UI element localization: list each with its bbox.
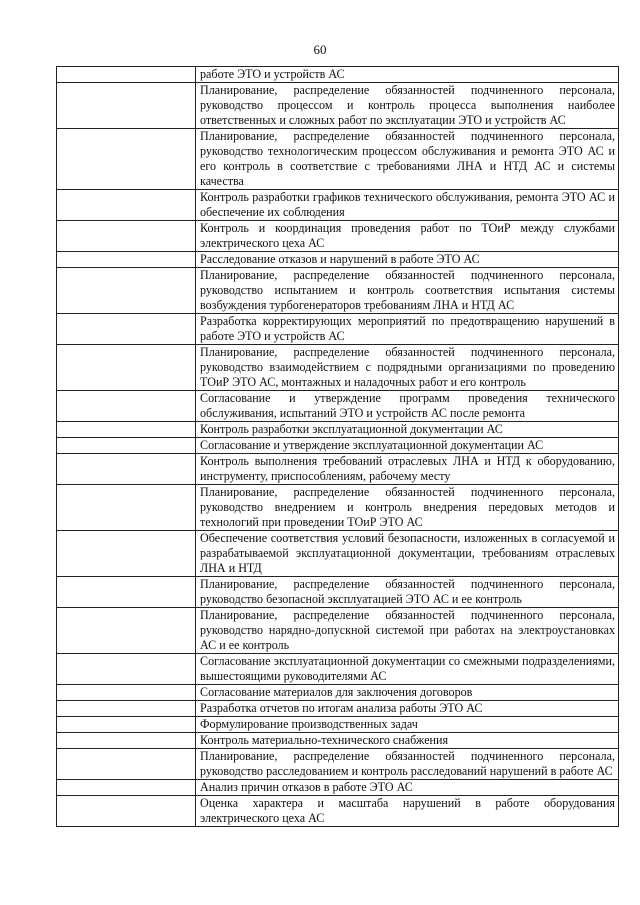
labor-action-cell: Расследование отказов и нарушений в работе ЭТО АС [196,252,619,268]
row-label-cell [57,608,196,654]
table-row [57,190,619,221]
table-row [57,454,619,485]
row-label-cell [57,485,196,531]
row-label-cell [57,796,196,827]
table-row [57,717,619,733]
labor-functions-table [56,66,619,827]
table-row [57,345,619,391]
labor-action-cell: Согласование и утверждение программ проведения технического обслуживания, испытаний ЭТО и устройств АС после ремонта [196,391,619,422]
labor-action-cell: Анализ причин отказов в работе ЭТО АС [196,780,619,796]
table-row [57,391,619,422]
labor-action-cell: Обеспечение соответствия условий безопасности, изложенных в согласуемой и разрабатываемой эксплуатационной документации, требованиям отраслевых ЛНА и НТД [196,531,619,577]
table-row [57,701,619,717]
row-label-cell [57,345,196,391]
table-row [57,654,619,685]
labor-action-cell: Планирование, распределение обязанностей подчиненного персонала, руководство взаимодействием с подрядными организациями по проведению ТОиР ЭТО АС, монтажных и наладочных работ и его контроль [196,345,619,391]
row-label-cell [57,749,196,780]
row-label-cell [57,701,196,717]
row-label-cell [57,780,196,796]
labor-action-cell: Планирование, распределение обязанностей подчиненного персонала, руководство испытанием и контроль соответствия испытания системы возбуждения турбогенераторов требованиям ЛНА и НТД АС [196,268,619,314]
table-row [57,608,619,654]
row-label-cell [57,717,196,733]
table-row [57,221,619,252]
table-body [57,67,619,827]
page-number: 60 [313,42,327,57]
row-label-cell [57,268,196,314]
table-row [57,685,619,701]
labor-action-cell: Разработка отчетов по итогам анализа работы ЭТО АС [196,701,619,717]
table-row [57,749,619,780]
labor-action-cell: Контроль материально-технического снабжения [196,733,619,749]
table-row [57,252,619,268]
labor-action-cell: Контроль выполнения требований отраслевых ЛНА и НТД к оборудованию, инструменту, приспособлениям, рабочему месту [196,454,619,485]
labor-action-cell: Контроль разработки графиков технического обслуживания, ремонта ЭТО АС и обеспечение их соблюдения [196,190,619,221]
table-row [57,268,619,314]
row-label-cell [57,67,196,83]
row-label-cell [57,577,196,608]
row-label-cell [57,391,196,422]
table-row [57,796,619,827]
table-row [57,780,619,796]
labor-action-cell: Согласование эксплуатационной документации со смежными подразделениями, вышестоящими руководителями АС [196,654,619,685]
row-label-cell [57,221,196,252]
labor-action-cell: Планирование, распределение обязанностей подчиненного персонала, руководство процессом и контроль процесса выполнения наиболее ответственных и сложных работ по эксплуатации ЭТО и устройств АС [196,83,619,129]
row-label-cell [57,422,196,438]
row-label-cell [57,190,196,221]
table-row [57,438,619,454]
table-row [57,485,619,531]
labor-action-cell: Контроль разработки эксплуатационной документации АС [196,422,619,438]
labor-action-cell: Согласование и утверждение эксплуатационной документации АС [196,438,619,454]
row-label-cell [57,129,196,190]
table-row [57,733,619,749]
labor-action-cell: Планирование, распределение обязанностей подчиненного персонала, руководство технологическим процессом обслуживания и ремонта ЭТО АС и его контроль в соответствие с требованиями ЛНА и НТД АС и системы качества [196,129,619,190]
table-row [57,67,619,83]
labor-action-cell: Оценка характера и масштаба нарушений в работе оборудования электрического цеха АС [196,796,619,827]
row-label-cell [57,252,196,268]
labor-action-cell: Планирование, распределение обязанностей подчиненного персонала, руководство безопасной эксплуатацией ЭТО АС и ее контроль [196,577,619,608]
table-row [57,314,619,345]
table-row [57,129,619,190]
table-row [57,422,619,438]
row-label-cell [57,314,196,345]
labor-action-cell: Планирование, распределение обязанностей подчиненного персонала, руководство внедрением и контроль внедрения передовых методов и технологий при проведении ТОиР ЭТО АС [196,485,619,531]
row-label-cell [57,685,196,701]
row-label-cell [57,733,196,749]
table-row [57,83,619,129]
labor-action-cell: Контроль и координация проведения работ по ТОиР между службами электрического цеха АС [196,221,619,252]
labor-action-cell: Планирование, распределение обязанностей подчиненного персонала, руководство нарядно-допускной системой при работах на электроустановках АС и ее контроль [196,608,619,654]
table-row [57,531,619,577]
labor-action-cell: работе ЭТО и устройств АС [196,67,619,83]
table-row [57,577,619,608]
labor-action-cell: Согласование материалов для заключения договоров [196,685,619,701]
row-label-cell [57,654,196,685]
labor-action-cell: Разработка корректирующих мероприятий по предотвращению нарушений в работе ЭТО и устройств АС [196,314,619,345]
row-label-cell [57,454,196,485]
labor-action-cell: Планирование, распределение обязанностей подчиненного персонала, руководство расследованием и контроль расследований нарушений в работе АС [196,749,619,780]
row-label-cell [57,438,196,454]
row-label-cell [57,83,196,129]
row-label-cell [57,531,196,577]
labor-action-cell: Формулирование производственных задач [196,717,619,733]
